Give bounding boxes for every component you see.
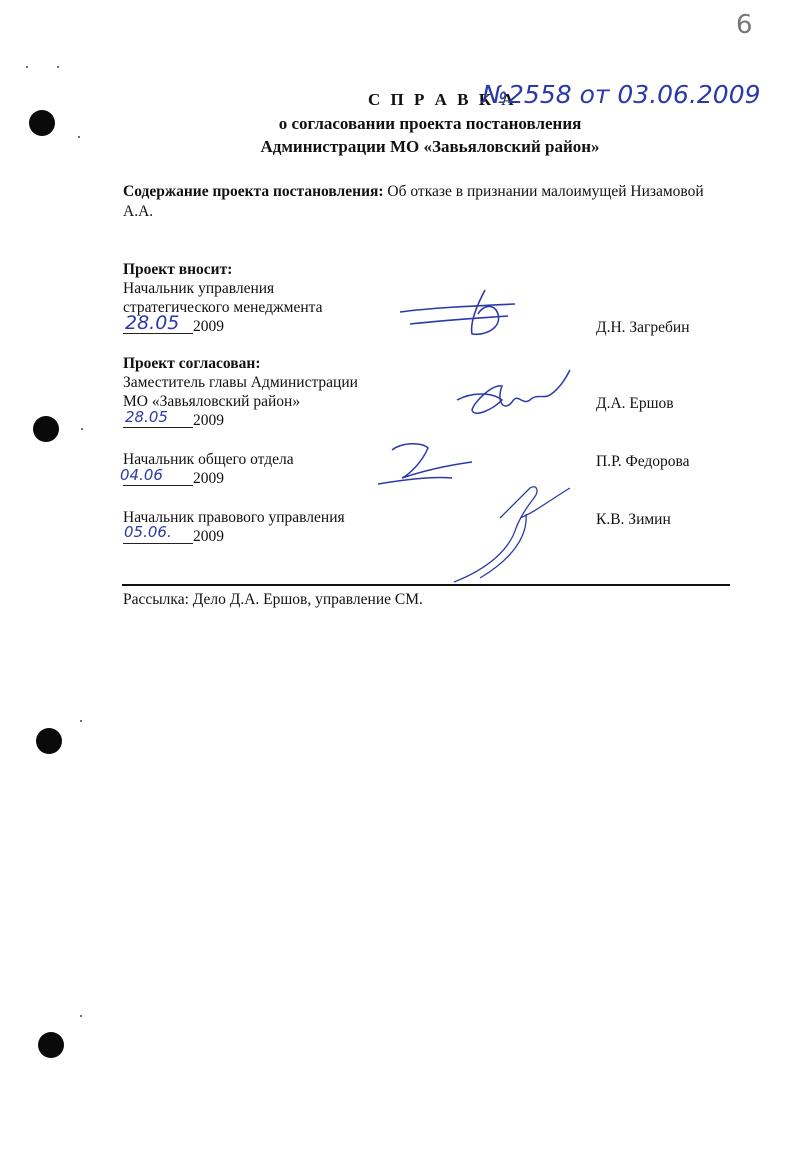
approver-2-year: 2009	[193, 470, 224, 487]
approver-1-position-line-2: МО «Завьяловский район»	[123, 393, 301, 410]
signature-zagrebin	[390, 284, 530, 344]
distribution-divider	[122, 584, 730, 586]
distribution-list: Рассылка: Дело Д.А. Ершов, управление СМ.	[123, 591, 423, 608]
approver-2-position: Начальник общего отдела	[123, 451, 294, 468]
subtitle-line-1: о согласовании проекта постановления	[278, 114, 582, 133]
punch-hole	[36, 728, 62, 754]
approved-heading: Проект согласован:	[123, 355, 261, 372]
handwritten-registration-number: №2558 от 03.06.2009	[482, 80, 761, 109]
approver-1-year: 2009	[193, 412, 224, 429]
submitter-position-line-1: Начальник управления	[123, 280, 275, 297]
approver-1-position-line-1: Заместитель главы Администрации	[123, 374, 358, 391]
document-title: С П Р А В К А	[368, 90, 517, 109]
punch-hole	[33, 416, 59, 442]
date-underline	[123, 485, 193, 486]
content-text: Об отказе в признании малоимущей Низамовой	[387, 183, 704, 200]
approver-3-year: 2009	[193, 528, 224, 545]
submitter-date: 28.05	[125, 312, 180, 334]
approver-2-name: П.Р. Федорова	[596, 453, 690, 470]
subtitle-line-2: Администрации МО «Завьяловский район»	[260, 137, 600, 156]
content-paragraph	[123, 182, 733, 201]
approver-1-name: Д.А. Ершов	[596, 395, 674, 412]
signature-ershov	[452, 362, 582, 432]
approver-1-date: 28.05	[125, 408, 168, 426]
scan-speck	[81, 428, 83, 430]
page-number: 6	[736, 10, 753, 40]
scan-speck	[80, 1015, 82, 1017]
date-underline	[123, 543, 193, 544]
content-label: Содержание проекта постановления:	[123, 183, 384, 200]
approver-2-date: 04.06	[120, 466, 163, 484]
date-underline	[123, 427, 193, 428]
scan-speck	[80, 720, 82, 722]
submitted-heading: Проект вносит:	[123, 261, 233, 278]
approver-3-name: К.В. Зимин	[596, 511, 671, 528]
scan-speck	[57, 66, 59, 68]
signature-zimin	[440, 478, 580, 588]
content-text-line-2: А.А.	[123, 203, 154, 220]
approver-3-position: Начальник правового управления	[123, 509, 345, 526]
submitter-position-line-2: стратегического менеджмента	[123, 299, 323, 316]
punch-hole	[38, 1032, 64, 1058]
submitter-year: 2009	[193, 318, 224, 335]
approver-3-date: 05.06.	[124, 523, 172, 541]
scan-speck	[26, 66, 28, 68]
submitter-name: Д.Н. Загребин	[596, 319, 690, 336]
